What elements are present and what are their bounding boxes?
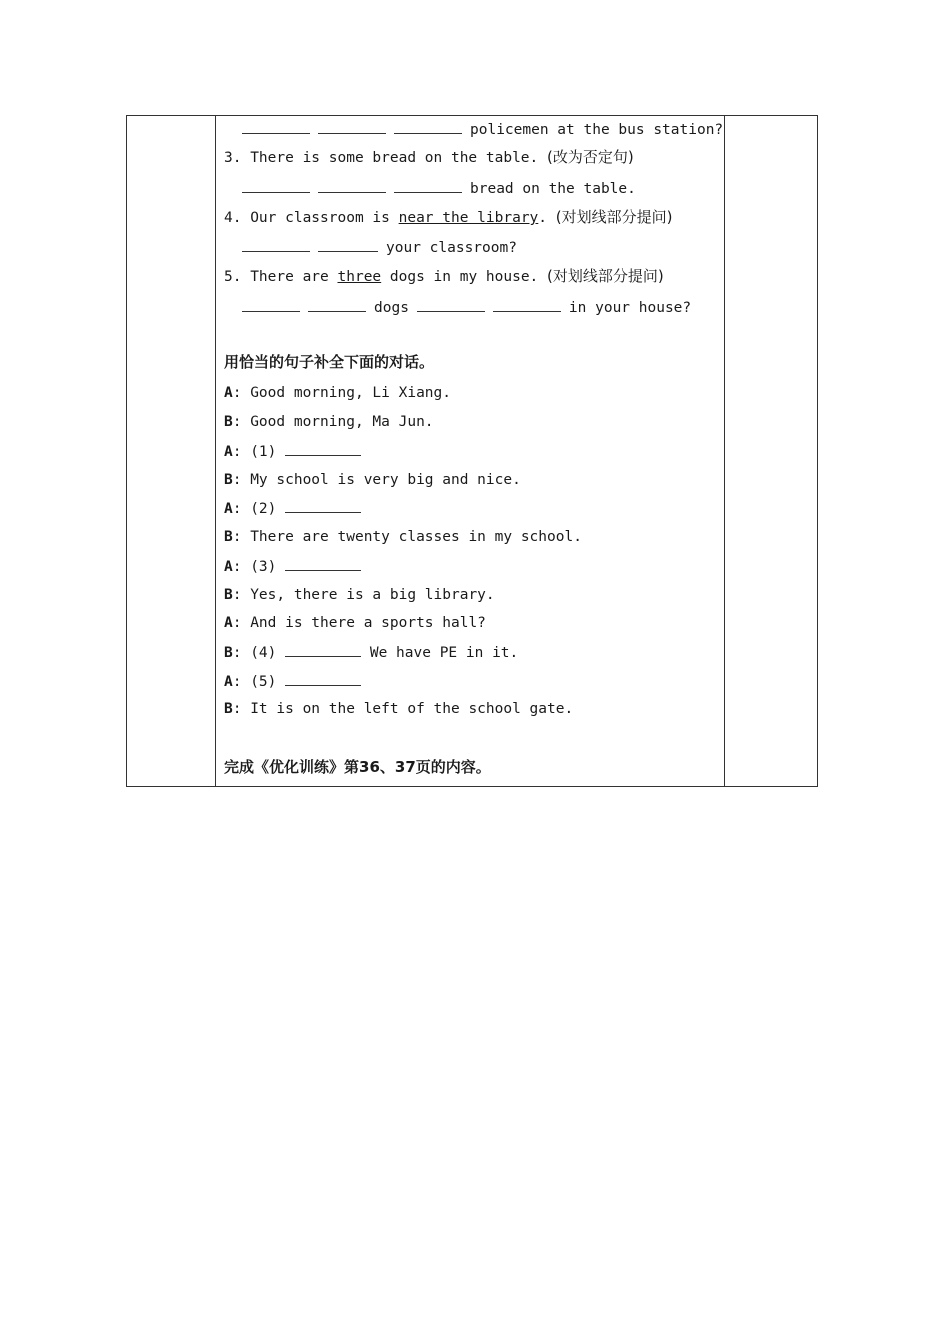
answer-blank[interactable] [242,298,300,312]
speaker-label: A [224,615,233,631]
q3-answer-tail: bread on the table. [470,181,636,197]
dialogue-line [224,471,521,489]
homework-line [224,758,491,776]
speaker-label: B [224,587,233,603]
answer-blank[interactable] [242,120,310,134]
speaker-label: A [224,674,233,690]
answer-blank[interactable] [285,557,361,571]
q4-answer-line [242,238,517,257]
separator: : [232,385,251,401]
speaker-label: A [224,559,233,575]
dialogue-text: (2) [250,501,286,517]
dialogue-text: (3) [250,559,286,575]
speaker-label: A [224,501,233,517]
q5-answer-line [242,298,691,317]
speaker-label: B [224,472,233,488]
content-cell [216,116,725,787]
answer-blank[interactable] [285,442,361,456]
question-3 [224,148,634,167]
q3-text: 3. There is some bread on the table. [224,150,539,166]
homework-text: 完成《优化训练》第 [224,758,360,776]
dialogue-text: It is on the left of the school gate. [250,701,574,717]
dialogue-text: Good morning, Li Xiang. [250,385,451,401]
dialogue-text: And is there a sports hall? [250,615,486,631]
answer-blank[interactable] [285,499,361,513]
q4-answer-tail: your classroom? [386,240,517,256]
dialogue-line [224,643,518,662]
dialogue-text: (5) [250,674,286,690]
separator: : [232,559,251,575]
q5-answer-tail: in your house? [568,300,692,316]
q2-answer-line [242,120,723,139]
dialogue-line [224,700,573,718]
separator: : [232,674,251,690]
q5-suffix: dogs in my house. [381,269,539,285]
right-column-cell [725,116,818,787]
q3-note: (改为否定句) [547,148,634,166]
dialogue-line [224,586,495,604]
q2-answer-tail: policemen at the bus station? [470,122,724,138]
q5-note: (对划线部分提问) [547,267,664,285]
q4-underlined: near the library [398,210,539,226]
q3-answer-line [242,179,636,198]
answer-blank[interactable] [417,298,485,312]
speaker-label: B [224,645,233,661]
separator: : [232,587,251,603]
dialogue-line [224,672,361,691]
speaker-label: B [224,529,233,545]
dialogue-text: (1) [250,444,286,460]
homework-pages: 36、37 [359,758,416,776]
answer-blank[interactable] [318,120,386,134]
separator: : [232,529,251,545]
answer-blank[interactable] [285,672,361,686]
answer-blank[interactable] [318,179,386,193]
answer-blank[interactable] [308,298,366,312]
dialogue-text: There are twenty classes in my school. [250,529,582,545]
answer-blank[interactable] [394,120,462,134]
speaker-label: B [224,414,233,430]
q5-underlined: three [337,269,382,285]
dialogue-line [224,442,361,461]
speaker-label: B [224,701,233,717]
separator: : [232,501,251,517]
q4-suffix: . [538,210,548,226]
q4-note: (对划线部分提问) [555,208,673,226]
dialogue-text: Yes, there is a big library. [250,587,495,603]
dialogue-line [224,384,451,402]
lesson-table [126,115,818,787]
dialogue-line [224,528,582,546]
speaker-label: A [224,444,233,460]
answer-blank[interactable] [242,238,310,252]
dialogue-line [224,499,361,518]
q4-prefix: 4. Our classroom is [224,210,399,226]
separator: : [232,472,251,488]
dialogue-text: Good morning, Ma Jun. [250,414,434,430]
dialogue-line [224,557,361,576]
q5-prefix: 5. There are [224,269,338,285]
homework-text-end: 页的内容。 [415,758,491,776]
separator: : [232,645,251,661]
q5-answer-mid: dogs [374,300,409,316]
dialogue-line [224,413,434,431]
separator: : [232,701,251,717]
dialogue-heading: 用恰当的句子补全下面的对话。 [224,353,435,371]
speaker-label: A [224,385,233,401]
answer-blank[interactable] [242,179,310,193]
question-4 [224,208,672,227]
separator: : [232,615,251,631]
question-5 [224,267,664,286]
dialogue-line [224,614,486,632]
answer-blank[interactable] [318,238,378,252]
dialogue-text-after: We have PE in it. [361,645,519,661]
answer-blank[interactable] [394,179,462,193]
separator: : [232,414,251,430]
answer-blank[interactable] [285,643,361,657]
separator: : [232,444,251,460]
answer-blank[interactable] [493,298,561,312]
dialogue-text: (4) [250,645,286,661]
dialogue-text: My school is very big and nice. [250,472,521,488]
